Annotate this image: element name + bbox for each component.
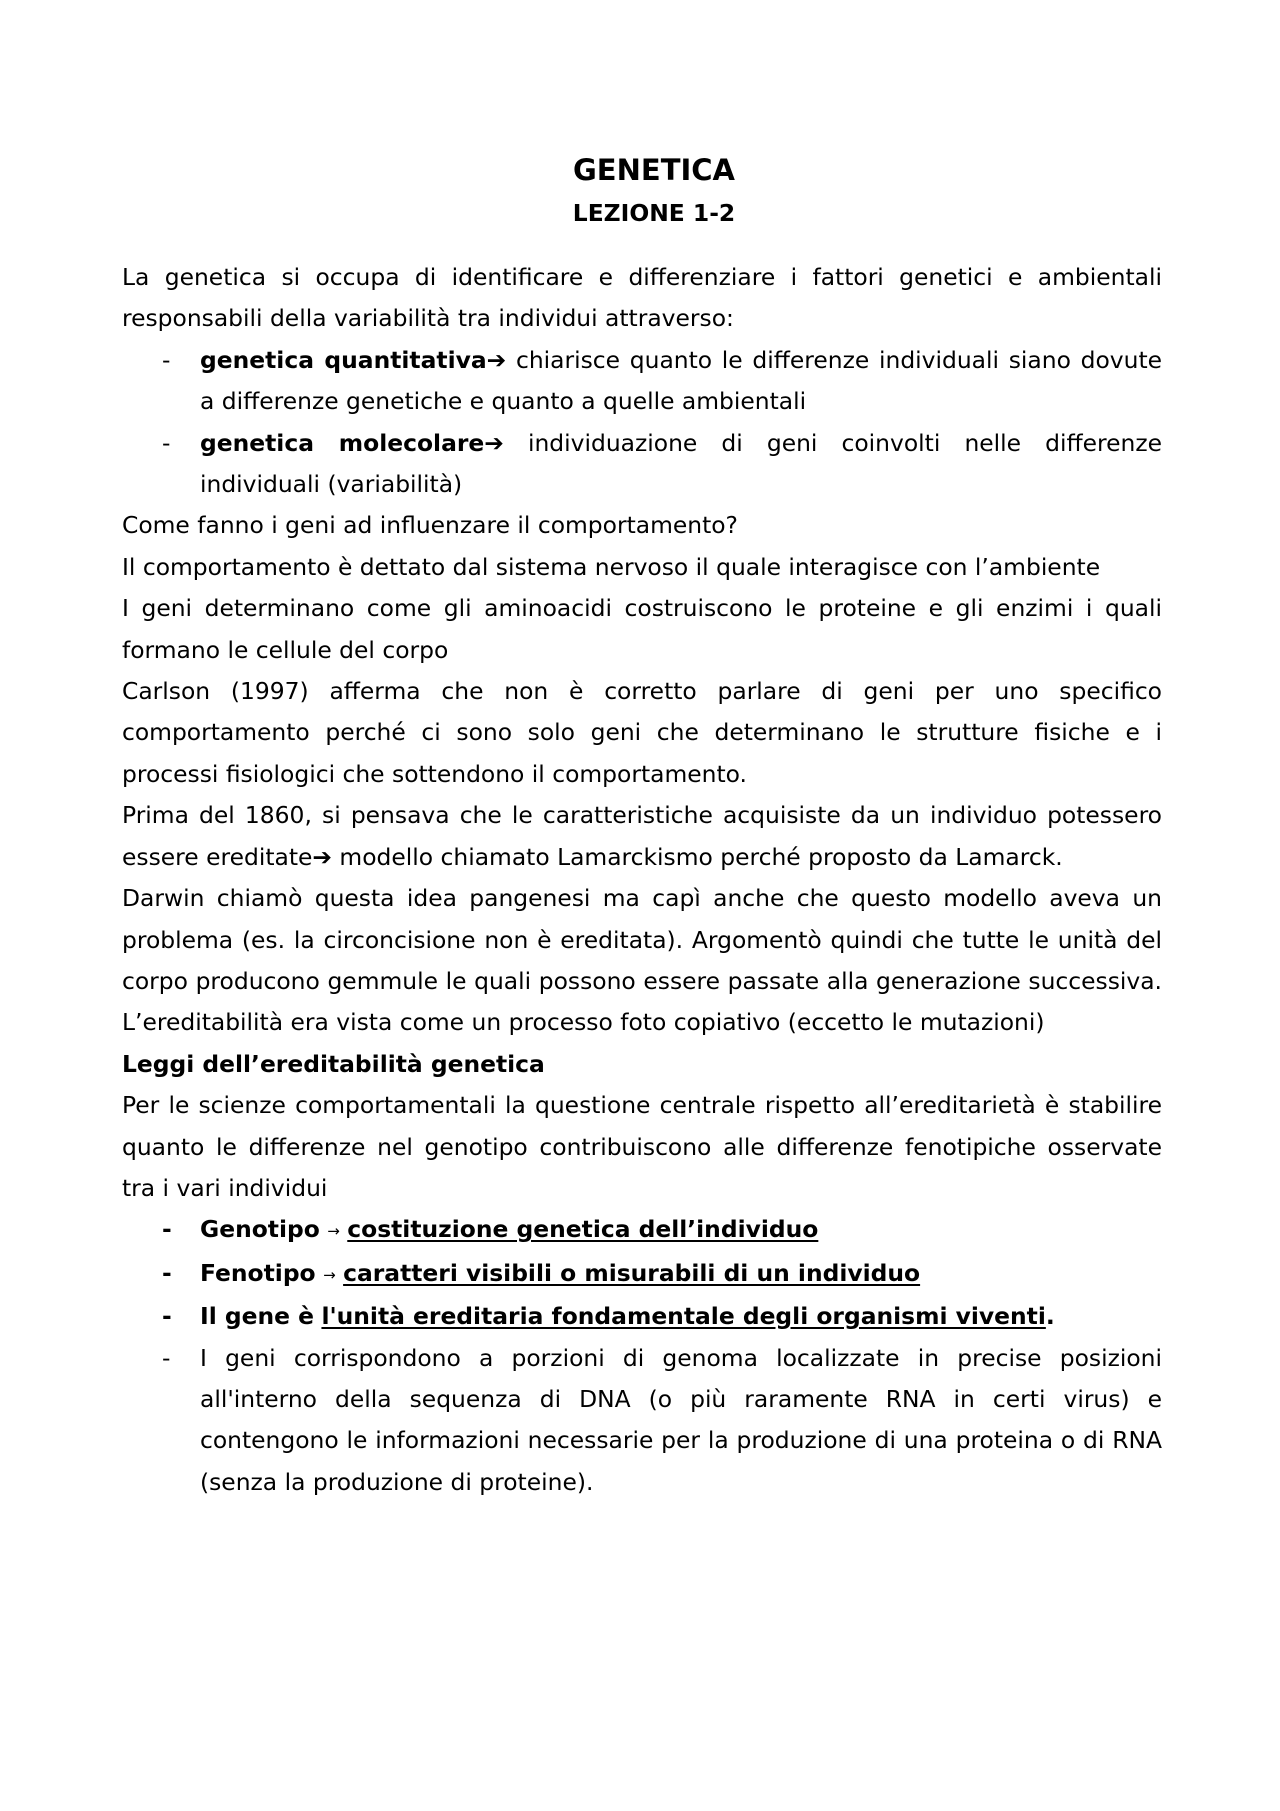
- definitions-list: [122, 1209, 1162, 1503]
- genes-location-text: I geni corrispondono a porzioni di genoma localizzate in precise posizioni all'interno della sequenza di DNA (o più raramente RNA in certi virus) e contengono le informazioni necessarie per la produzione di una proteina o di RNA (senza la produzione di proteine).: [200, 1343, 1162, 1496]
- arrow-icon: ➔: [312, 842, 332, 871]
- section-heading-laws: [122, 1044, 1162, 1085]
- lamarck-text-a: Prima del 1860, si pensava che le caratteristiche acquisiste da un individuo potessero essere ereditate: [122, 801, 1162, 871]
- quantitative-description: chiarisce quanto le differenze individuali siano dovute a differenze genetiche e quanto a quelle ambientali: [200, 345, 1163, 416]
- document-body: [122, 148, 1162, 1503]
- genes-paragraph: I geni determinano come gli aminoacidi costruiscono le proteine e gli enzimi i quali formano le cellule del corpo: [122, 594, 1162, 664]
- lamarck-paragraph: [122, 795, 1162, 878]
- arrow-icon: ➔: [486, 345, 507, 374]
- behaviour-paragraph: Il comportamento è dettato dal sistema nervoso il quale interagisce con l’ambiente: [122, 552, 1101, 581]
- gene-definition: l'unità ereditaria fondamentale degli organismi viventi: [321, 1302, 1046, 1331]
- arrow-icon: ➔: [484, 428, 504, 457]
- genotype-definition: costituzione genetica dell’individuo: [347, 1215, 819, 1244]
- page-title: GENETICA: [573, 153, 735, 187]
- laws-heading-text: Leggi dell’ereditabilità genetica: [122, 1049, 545, 1078]
- gene-definition-end: .: [1045, 1302, 1055, 1331]
- dash-bullet: -: [162, 1215, 172, 1244]
- laws-paragraph: Per le scienze comportamentali la questione centrale rispetto all’ereditarietà è stabilire quanto le differenze nel genotipo contribuiscono alle differenze fenotipiche osservate tra i vari individui: [122, 1091, 1162, 1202]
- arrow-right-icon: →: [323, 1265, 336, 1284]
- dash-bullet: -: [162, 345, 171, 374]
- term-phenotype: Fenotipo: [200, 1258, 316, 1287]
- darwin-paragraph: Darwin chiamò questa idea pangenesi ma capì anche che questo modello aveva un problema (es. la circoncisione non è ereditata). Argomentò quindi che tutte le unità del corpo producono gemmule le quali possono essere passate alla generazione successiva. L’ereditabilità era vista come un processo foto copiativo (eccetto le mutazioni): [122, 884, 1162, 1037]
- page-subtitle: LEZIONE 1-2: [572, 199, 736, 227]
- dash-bullet: -: [162, 1302, 172, 1331]
- list-item-molecular: [122, 423, 1162, 506]
- carlson-paragraph: Carlson (1997) afferma che non è corretto parlare di geni per uno specifico comportamento perché ci sono solo geni che determinano le strutture fisiche e i processi fisiologici che sottendono il comportamento.: [122, 677, 1162, 788]
- list-item-genes-location: [122, 1338, 1162, 1504]
- dash-bullet: -: [162, 428, 171, 457]
- question-paragraph: Come fanno i geni ad influenzare il comportamento?: [122, 511, 738, 540]
- arrow-right-icon: →: [327, 1222, 340, 1241]
- list-item-quantitative: [122, 340, 1162, 423]
- intro-paragraph: La genetica si occupa di identificare e differenziare i fattori genetici e ambientali responsabili della variabilità tra individui attraverso:: [122, 263, 1162, 333]
- lamarck-text-b: modello chiamato Lamarckismo perché proposto da Lamarck.: [332, 842, 1063, 871]
- list-item-gene: [122, 1296, 1162, 1337]
- list-item-genotype: [122, 1209, 1162, 1252]
- dash-bullet: -: [162, 1343, 171, 1372]
- molecular-description: individuazione di geni coinvolti nelle differenze individuali (variabilità): [200, 428, 1162, 499]
- term-molecular: genetica molecolare: [200, 428, 485, 457]
- term-gene: Il gene è: [200, 1302, 314, 1331]
- dash-bullet: -: [162, 1258, 172, 1287]
- methods-list: [122, 340, 1162, 506]
- term-genotype: Genotipo: [200, 1215, 320, 1244]
- term-quantitative: genetica quantitativa: [200, 345, 487, 374]
- phenotype-definition: caratteri visibili o misurabili di un individuo: [343, 1258, 921, 1287]
- list-item-phenotype: [122, 1253, 1162, 1296]
